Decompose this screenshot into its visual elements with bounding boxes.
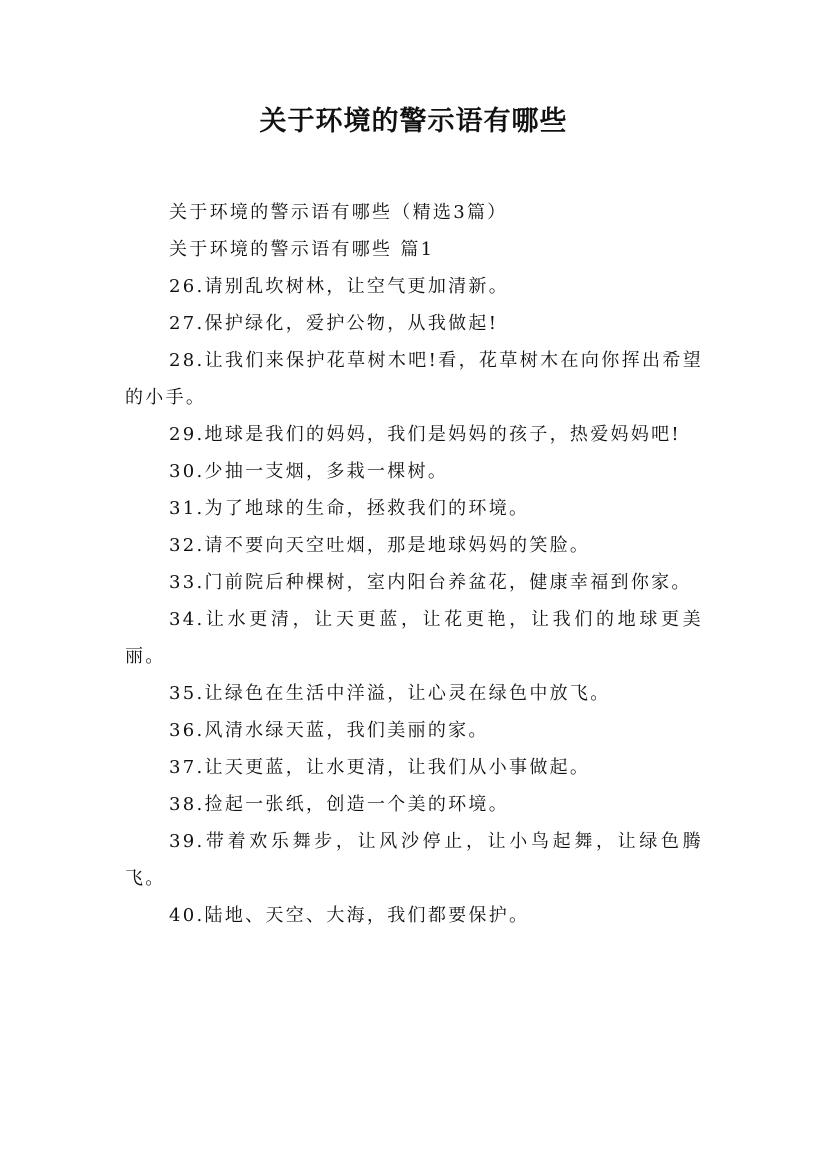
list-item: 30.少抽一支烟，多栽一棵树。 [169, 461, 449, 482]
paragraph-intro: 关于环境的警示语有哪些（精选3篇） [169, 202, 508, 223]
list-item: 38.捡起一张纸，创造一个美的环境。 [169, 794, 510, 815]
list-item: 32.请不要向天空吐烟，那是地球妈妈的笑脸。 [169, 535, 591, 556]
list-item: 26.请别乱坎树林，让空气更加清新。 [169, 276, 510, 297]
list-item: 37.让天更蓝，让水更清，让我们从小事做起。 [169, 757, 591, 778]
document-body [125, 194, 703, 934]
list-item: 40.陆地、天空、大海，我们都要保护。 [169, 905, 530, 926]
list-item: 33.门前院后种棵树，室内阳台养盆花，健康幸福到你家。 [169, 572, 692, 593]
list-item: 29.地球是我们的妈妈，我们是妈妈的孩子，热爱妈妈吧! [169, 424, 681, 445]
list-item: 28.让我们来保护花草树木吧!看，花草树木在向你挥出希望的小手。 [125, 350, 703, 408]
list-item: 27.保护绿化，爱护公物，从我做起! [169, 313, 499, 334]
document-title: 关于环境的警示语有哪些 [259, 106, 568, 137]
list-item: 35.让绿色在生活中洋溢，让心灵在绿色中放飞。 [169, 683, 611, 704]
list-item: 36.风清水绿天蓝，我们美丽的家。 [169, 720, 489, 741]
list-item: 39.带着欢乐舞步，让风沙停止，让小鸟起舞，让绿色腾飞。 [125, 831, 703, 889]
list-item: 31.为了地球的生命，拯救我们的环境。 [169, 498, 530, 519]
section-heading: 关于环境的警示语有哪些 篇1 [169, 239, 435, 260]
list-item: 34.让水更清，让天更蓝，让花更艳，让我们的地球更美丽。 [125, 609, 703, 667]
